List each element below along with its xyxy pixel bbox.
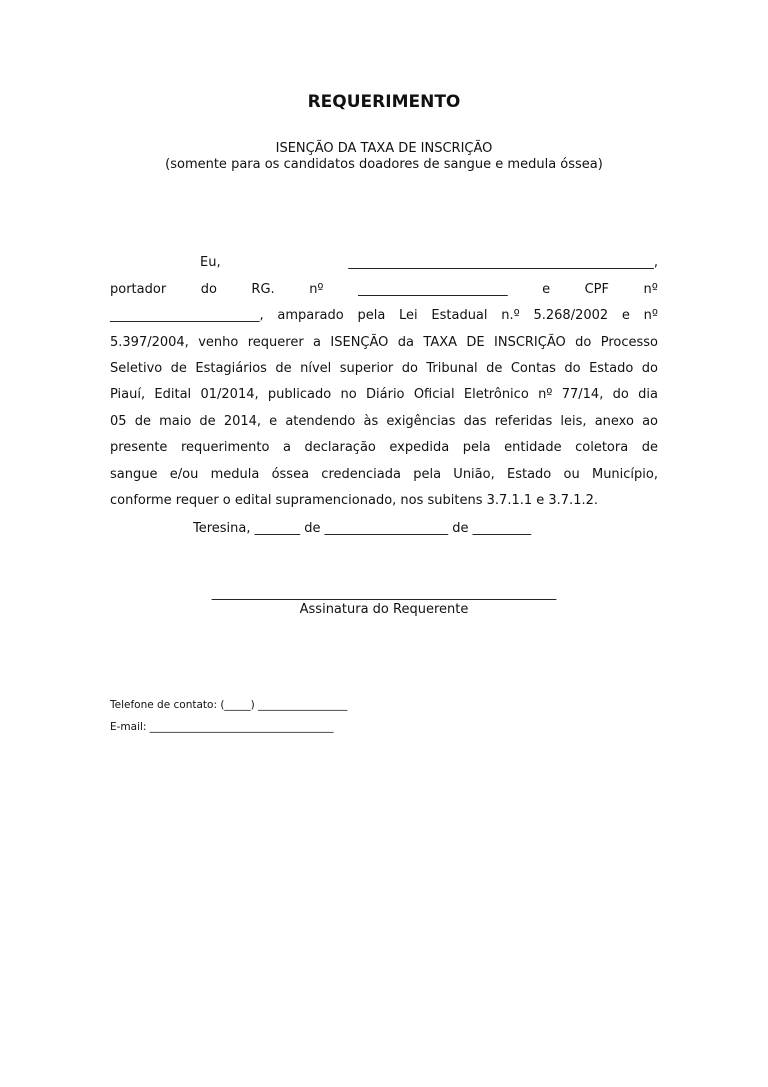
name-blank: _______________________________________________, bbox=[348, 255, 658, 270]
email-field: E-mail: ___________________________________ bbox=[110, 721, 334, 733]
document-subtitle: ISENÇÃO DA TAXA DE INSCRIÇÃO bbox=[275, 141, 493, 156]
signature-label: Assinatura do Requerente bbox=[299, 602, 469, 617]
signature-line: _____________________________________________________ bbox=[211, 586, 557, 601]
body-line: presente requerimento a declaração expedida pela entidade coletora de bbox=[110, 440, 658, 455]
document-note: (somente para os candidatos doadores de sangue e medula óssea) bbox=[165, 157, 603, 172]
name-prefix: Eu, bbox=[200, 255, 221, 270]
word: e bbox=[542, 282, 551, 297]
rg-blank: _______________________ bbox=[358, 282, 508, 297]
body-line: 05 de maio de 2014, e atendendo às exigências das referidas leis, anexo ao bbox=[110, 414, 658, 429]
body-line: Piauí, Edital 01/2014, publicado no Diário Oficial Eletrônico nº 77/14, do dia bbox=[110, 387, 658, 402]
word: do bbox=[200, 282, 217, 297]
word: CPF bbox=[584, 282, 610, 297]
body-line: conforme requer o edital supramencionado, nos subitens 3.7.1.1 e 3.7.1.2. bbox=[110, 493, 598, 508]
word: portador bbox=[110, 282, 167, 297]
rg-cpf-line bbox=[110, 282, 658, 297]
date-line: Teresina, _______ de ___________________ de _________ bbox=[193, 521, 532, 536]
body-line: _______________________, amparado pela Lei Estadual n.º 5.268/2002 e nº bbox=[110, 308, 658, 323]
phone-field: Telefone de contato: (_____) _________________ bbox=[110, 699, 348, 711]
word: nº bbox=[309, 282, 324, 297]
word: RG. bbox=[251, 282, 275, 297]
body-line: Seletivo de Estagiários de nível superior do Tribunal de Contas do Estado do bbox=[110, 361, 658, 376]
document-title: REQUERIMENTO bbox=[307, 92, 461, 112]
word: nº bbox=[643, 282, 658, 297]
body-line: sangue e/ou medula óssea credenciada pela União, Estado ou Município, bbox=[110, 467, 658, 482]
body-line: 5.397/2004, venho requerer a ISENÇÃO da TAXA DE INSCRIÇÃO do Processo bbox=[110, 335, 658, 350]
